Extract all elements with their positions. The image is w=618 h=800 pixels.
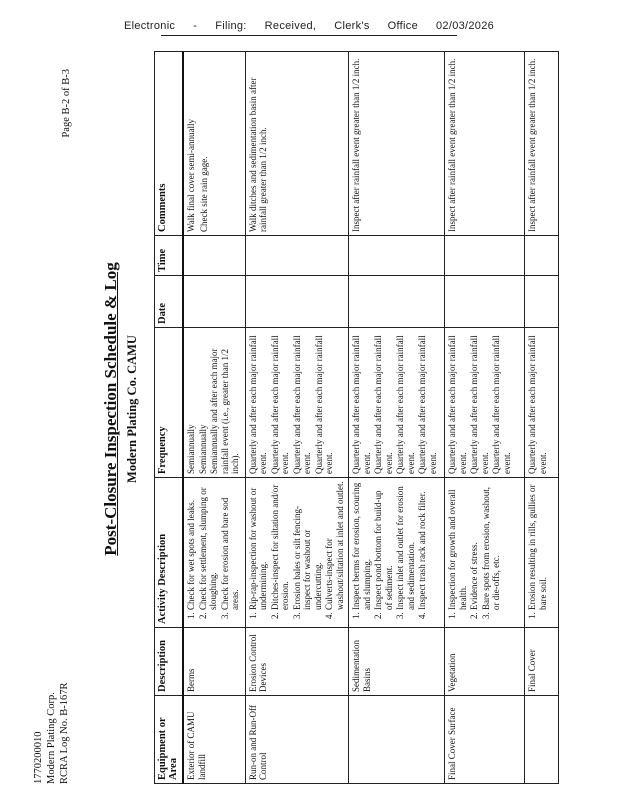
date-entry-cell[interactable]: [445, 276, 525, 328]
activity-item: 1. Inspect berms for erosion, scouring and slumping.: [351, 481, 372, 610]
activity-item: 2. Check for settlement, slumping or sloughing.: [198, 481, 219, 610]
description-cell: Sedimentation Basins: [349, 628, 445, 696]
equipment-cell: [525, 696, 559, 784]
frequency-cell: [445, 328, 525, 478]
frequency-cell: [183, 328, 245, 478]
activity-item: 3. Bare spots from erosion, washout, or die-offs, etc.: [481, 481, 502, 610]
stamp-part: Office: [387, 20, 418, 32]
time-entry-cell[interactable]: [183, 236, 245, 276]
activity-item: 1. Rip-rap-inspection for washout or undermining.: [248, 481, 269, 610]
time-entry-cell[interactable]: [245, 236, 349, 276]
activity-item: 3. Check for erosion and bare sod areas.: [220, 481, 241, 610]
frequency-item: Quarterly and after each major rainfall event.: [313, 335, 334, 474]
frequency-item: Quarterly and after each major rainfall event.: [373, 335, 394, 474]
activity-item: 2. Ditches-inspect for siltation and/or erosion.: [270, 481, 291, 610]
comments-cell: [183, 52, 245, 236]
column-header: Activity Description: [155, 478, 184, 628]
activity-item: 1. Inspection for growth and overall health.: [447, 481, 468, 610]
frequency-item: Quarterly and after each major rainfall event.: [395, 335, 416, 474]
description-cell: Erosion Control Devices: [245, 628, 349, 696]
column-header: Description: [155, 628, 184, 696]
column-header: Time: [155, 236, 184, 276]
case-number: 1770200010: [33, 731, 44, 784]
date-entry-cell[interactable]: [245, 276, 349, 328]
stamp-part: 02/03/2026: [436, 20, 495, 32]
frequency-item: Quarterly and after each major rainfall event.: [491, 335, 512, 474]
time-entry-cell[interactable]: [349, 236, 445, 276]
time-entry-cell[interactable]: [445, 236, 525, 276]
activity-item: 4. Culverts-inspect for washout/siltation at inlet and outlet.: [324, 481, 345, 610]
comments-cell: [525, 52, 559, 236]
activity-item: 3. Erosion bales or silt fencing-inspect for washout or undercutting.: [292, 481, 324, 610]
description-cell: Final Cover: [525, 628, 559, 696]
column-header: Date: [155, 276, 184, 328]
page-subtitle: Modern Plating Co. CAMU: [125, 335, 139, 483]
comment-item: Walk ditches and sedimentation basin after rainfall greater than 1/2 inch.: [247, 77, 268, 232]
table-row: [349, 52, 445, 784]
frequency-item: Semiannually: [186, 424, 196, 474]
stamp-part: Clerk's: [334, 20, 370, 32]
activity-cell: [525, 478, 559, 628]
comment-item: Check site rain gage.: [198, 156, 209, 232]
activity-cell: [445, 478, 525, 628]
frequency-item: Quarterly and after each major rainfall event.: [447, 335, 468, 474]
page-title: Post-Closure Inspection Schedule & Log: [101, 262, 120, 556]
frequency-item: Quarterly and after each major rainfall event.: [269, 335, 290, 474]
stamp-part: Filing:: [215, 20, 247, 32]
stamp-part: Electronic: [123, 20, 176, 32]
date-entry-cell[interactable]: [525, 276, 559, 328]
frequency-item: Quarterly and after each major rainfall event.: [351, 335, 372, 474]
frequency-item: Semiannually: [197, 424, 208, 474]
table-row: [445, 52, 525, 784]
description-cell: Vegetation: [445, 628, 525, 696]
activity-item: 2. Inspect pond bottom for build-up of sediment.: [373, 481, 394, 610]
activity-cell: [349, 478, 445, 628]
table-row: [245, 52, 349, 784]
page-label: Page B-2 of B-3: [61, 69, 72, 138]
equipment-cell: Run-on and Run-Off Control: [245, 696, 349, 784]
company-name: Modern Plating Corp.: [46, 692, 57, 784]
date-entry-cell[interactable]: [349, 276, 445, 328]
frequency-item: Quarterly and after each major rainfall event.: [469, 335, 490, 474]
activity-cell: [183, 478, 245, 628]
comment-item: Walk final cover semi-annually: [186, 119, 196, 232]
equipment-cell: Final Cover Surface: [445, 696, 525, 784]
table-row: [525, 52, 559, 784]
column-header: Equipment or Area: [155, 696, 184, 784]
comment-item: Inspect after rainfall event greater than 1/2 inch.: [447, 58, 457, 232]
document-id-block: [32, 682, 71, 784]
activity-item: 4. Inspect trash rack and rock filter.: [417, 481, 428, 610]
equipment-cell: Exterior of CAMU landfill: [183, 696, 245, 784]
frequency-item: Semiannually and after each major rainfall event (i.e., greater than 1/2 inch).: [209, 348, 240, 474]
comments-cell: [245, 52, 349, 236]
frequency-item: Quarterly and after each major rainfall event.: [417, 335, 438, 474]
comment-item: Inspect after rainfall event greater than 1/2 inch.: [351, 58, 361, 232]
activity-item: 1. Check for wet spots and leaks.: [186, 481, 197, 610]
stamp-part: Received,: [264, 20, 317, 32]
stamp-part: -: [193, 20, 198, 32]
frequency-item: Quarterly and after each major rainfall event.: [527, 335, 548, 474]
column-header: Comments: [155, 52, 184, 236]
rotated-document-page: [26, 29, 611, 789]
activity-item: 2. Evidence of stress.: [469, 481, 480, 610]
frequency-item: Quarterly and after each major rainfall event.: [247, 335, 268, 474]
column-header: Frequency: [155, 328, 184, 478]
inspection-log-table: [154, 51, 559, 784]
frequency-cell: [349, 328, 445, 478]
table-row: [183, 52, 245, 784]
log-number: RCRA Log No. B-167R: [59, 682, 70, 784]
time-entry-cell[interactable]: [525, 236, 559, 276]
frequency-item: Quarterly and after each major rainfall event.: [291, 335, 312, 474]
comments-cell: [349, 52, 445, 236]
frequency-cell: [245, 328, 349, 478]
activity-item: 1. Erosion resulting in rills, gullies or bare soil.: [527, 481, 548, 610]
activity-cell: [245, 478, 349, 628]
date-entry-cell[interactable]: [183, 276, 245, 328]
comments-cell: [445, 52, 525, 236]
equipment-cell: [349, 696, 445, 784]
frequency-cell: [525, 328, 559, 478]
table-header-row: [155, 52, 184, 784]
comment-item: Inspect after rainfall event greater than 1/2 inch.: [527, 58, 537, 232]
description-cell: Berms: [183, 628, 245, 696]
activity-item: 3. Inspect inlet and outlet for erosion and sedimentation.: [395, 481, 416, 610]
